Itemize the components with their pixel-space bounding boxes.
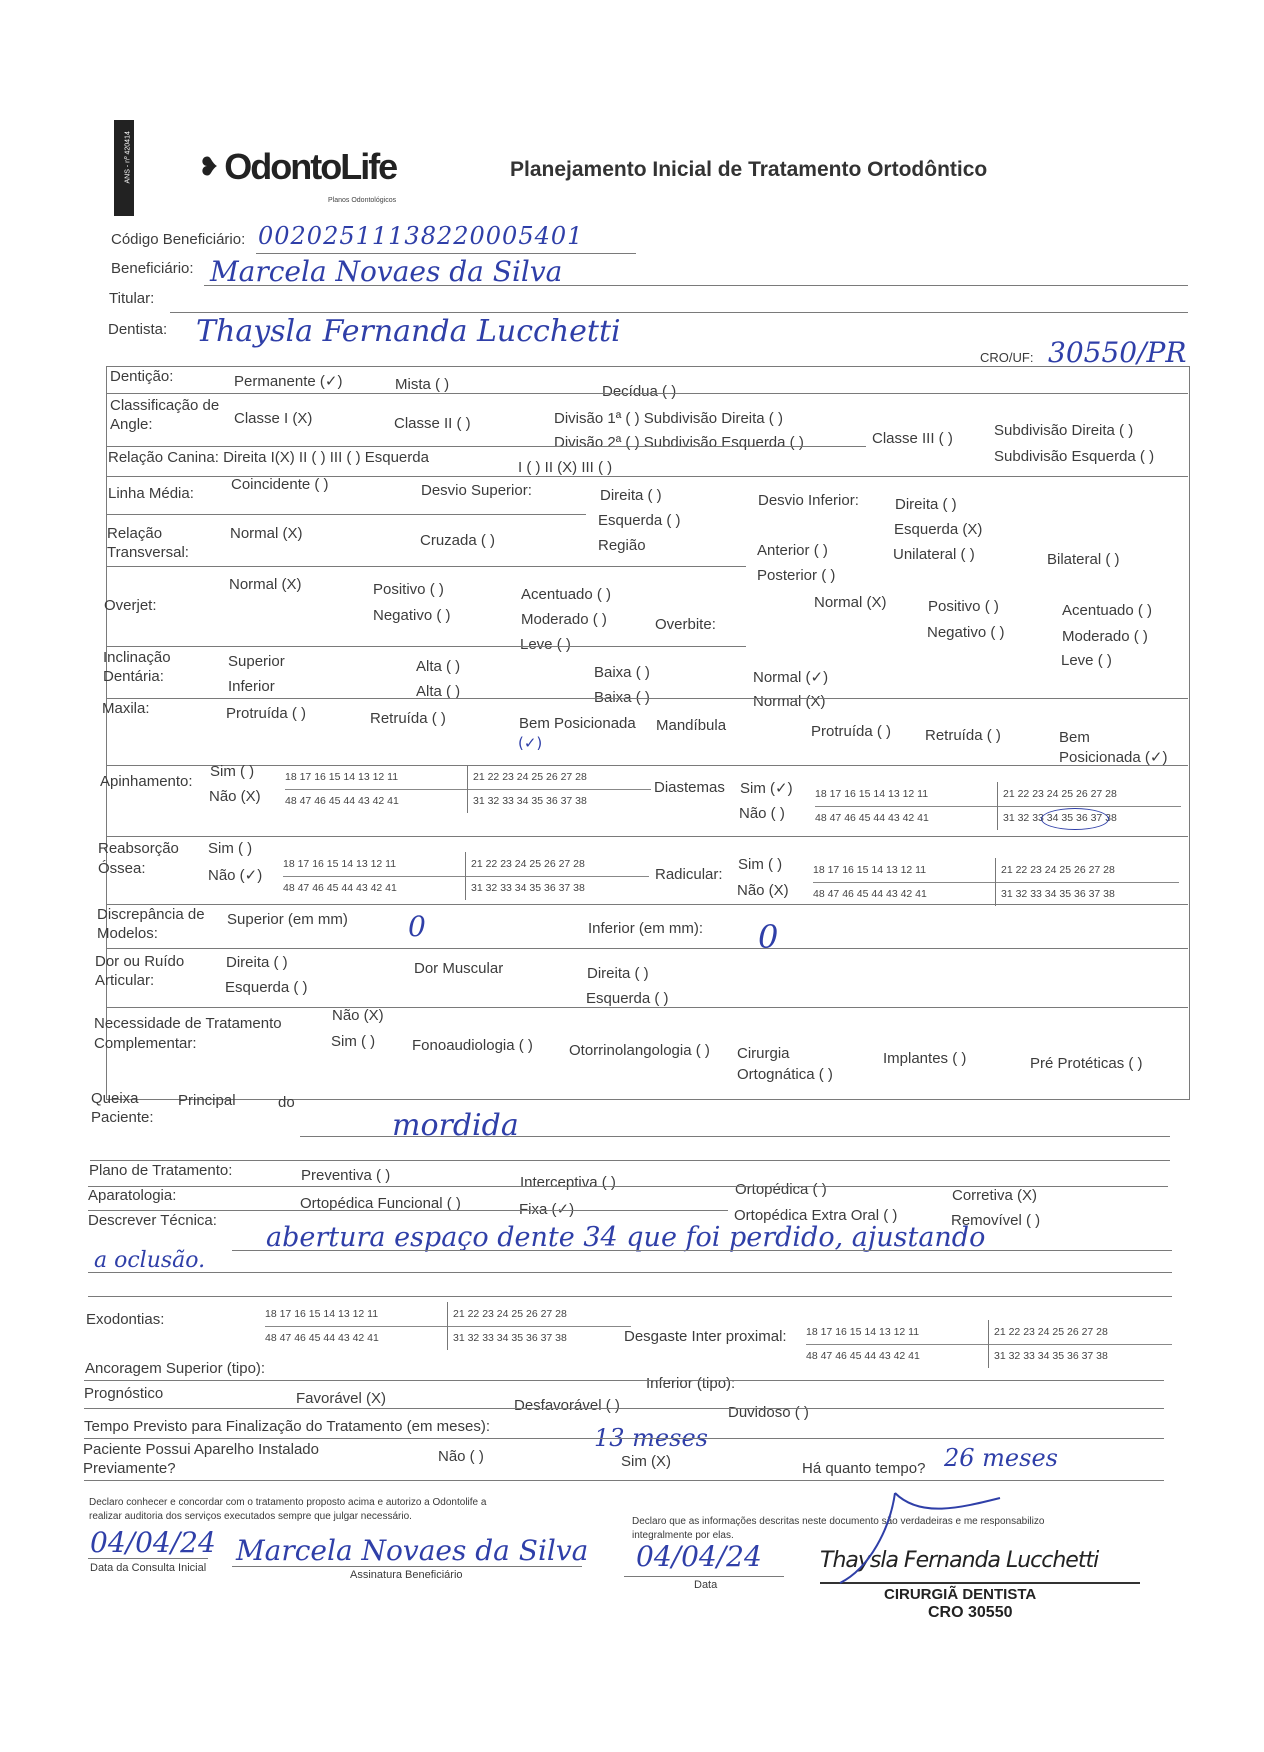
tempo-value: 13 meses [594,1424,708,1452]
dor-muscular-direita[interactable]: Direita ( ) [587,965,649,982]
overjet-acentuado[interactable]: Acentuado ( ) [521,586,612,603]
overbite-positivo[interactable]: Positivo ( ) [928,598,999,615]
teeth-lower-left: 31 32 33 34 35 36 37 38 [1003,812,1117,824]
prognostico-duvidoso[interactable]: Duvidoso ( ) [728,1404,809,1421]
maxila-bem-mark: (✓) [518,734,543,752]
dor-muscular-esquerda[interactable]: Esquerda ( ) [586,990,669,1007]
discrepancia-superior: Superior (em mm) [227,911,348,928]
dor-label-1: Dor ou Ruído [95,953,185,970]
discrepancia-superior-value: 0 [408,910,426,943]
diastemas-label: Diastemas [654,779,725,796]
angle-sub-esquerda[interactable]: Subdivisão Esquerda ( ) [994,448,1155,465]
teeth-upper-left: 21 22 23 24 25 26 27 28 [453,1308,567,1320]
teeth-lower-right: 48 47 46 45 44 43 42 41 [283,882,397,894]
maxila-protruida[interactable]: Protruída ( ) [226,705,307,722]
teeth-upper-right: 18 17 16 15 14 13 12 11 [285,771,399,783]
apinhamento-teeth-chart [285,765,651,813]
ancoragem-inferior: Inferior (tipo): [646,1375,736,1392]
angle-classe2[interactable]: Classe II ( ) [394,415,471,432]
complementar-cirurgia-2[interactable]: Ortognática ( ) [737,1066,833,1083]
denticao-label: Dentição: [110,368,174,385]
angle-divisao1[interactable]: Divisão 1ª ( ) Subdivisão Direita ( ) [554,410,783,427]
teeth-upper-right: 18 17 16 15 14 13 12 11 [283,858,397,870]
overjet-negativo[interactable]: Negativo ( ) [373,607,451,624]
odontolife-logo [198,146,396,188]
teeth-lower-left: 31 32 33 34 35 36 37 38 [471,882,585,894]
aparelho-nao[interactable]: Não ( ) [438,1448,484,1465]
mandibula-bem-1[interactable]: Bem [1059,729,1090,746]
teeth-lower-left: 31 32 33 34 35 36 37 38 [994,1350,1108,1362]
plano-corretiva[interactable]: Corretiva (X) [952,1187,1038,1204]
reabsorcao-label-2: Óssea: [98,860,146,877]
teeth-upper-right: 18 17 16 15 14 13 12 11 [813,864,927,876]
aparatologia-fixa[interactable]: Fixa (✓) [519,1201,575,1218]
overbite-normal[interactable]: Normal (X) [814,594,887,611]
tecnica-value: abertura espaço dente 34 que foi perdido, ajustando [266,1222,986,1253]
angle-label-2: Angle: [110,416,153,433]
logo-text: OdontoLife [224,146,397,187]
stamp-name: Thaysla Fernanda Lucchetti [820,1548,1099,1573]
complementar-sim[interactable]: Sim ( ) [331,1033,376,1050]
desvio-sup-direita[interactable]: Direita ( ) [600,487,662,504]
teeth-lower-right: 48 47 46 45 44 43 42 41 [806,1350,920,1362]
angle-sub-direita[interactable]: Subdivisão Direita ( ) [994,422,1134,439]
overjet-moderado[interactable]: Moderado ( ) [521,611,607,628]
desvio-superior-label: Desvio Superior: [421,482,532,499]
inclinacao-alta-sup[interactable]: Alta ( ) [416,658,461,675]
reabsorcao-sim[interactable]: Sim ( ) [208,840,253,857]
dor-esquerda[interactable]: Esquerda ( ) [225,979,308,996]
teeth-lower-right: 48 47 46 45 44 43 42 41 [815,812,929,824]
cro-value: 30550/PR [1048,336,1187,369]
data-consulta-label: Data da Consulta Inicial [90,1562,207,1574]
teeth-lower-left: 31 32 33 34 35 36 37 38 [1001,888,1115,900]
teeth-lower-right: 48 47 46 45 44 43 42 41 [265,1332,379,1344]
discrepancia-inferior-value: 0 [758,918,779,956]
teeth-lower-right: 48 47 46 45 44 43 42 41 [813,888,927,900]
inclinacao-label-2: Dentária: [103,668,164,685]
denticao-decidua[interactable]: Decídua ( ) [602,383,677,400]
angle-divisao2[interactable]: Divisão 2ª ( ) Subdivisão Esquerda ( ) [554,434,804,451]
plano-ortopedica[interactable]: Ortopédica ( ) [735,1181,827,1198]
diastemas-nao[interactable]: Não ( ) [739,805,785,822]
radicular-label: Radicular: [655,866,723,883]
diastemas-sim[interactable]: Sim (✓) [740,780,793,797]
aparatologia-removivel[interactable]: Removível ( ) [951,1212,1041,1229]
assinatura-beneficiario-label: Assinatura Beneficiário [350,1569,463,1581]
mandibula-label: Mandíbula [656,717,727,734]
logo-subtitle: Planos Odontológicos [328,197,397,204]
mandibula-retruida[interactable]: Retruída ( ) [925,727,1001,744]
linha-media-label: Linha Média: [108,485,194,502]
data-dentista-label: Data [694,1579,718,1591]
aparatologia-label: Aparatologia: [88,1187,177,1204]
overbite-negativo[interactable]: Negativo ( ) [927,624,1005,641]
aparelho-sim[interactable]: Sim (X) [621,1453,671,1470]
transversal-bilateral[interactable]: Bilateral ( ) [1047,551,1120,568]
desvio-inferior-label: Desvio Inferior: [758,492,859,509]
teeth-lower-left: 31 32 33 34 35 36 37 38 [453,1332,567,1344]
transversal-label-2: Transversal: [107,544,189,561]
transversal-normal[interactable]: Normal (X) [230,525,303,542]
complementar-otorrino[interactable]: Otorrinolangologia ( ) [569,1042,710,1059]
apinhamento-label: Apinhamento: [100,773,193,790]
relacao-canina[interactable]: Relação Canina: Direita I(X) II ( ) III ( ) Esquerda [108,449,429,466]
tecnica-value-2: a oclusão. [94,1248,206,1273]
teeth-upper-left: 21 22 23 24 25 26 27 28 [1003,788,1117,800]
desgaste-teeth-chart [806,1320,1172,1368]
denticao-mista[interactable]: Mista ( ) [395,376,450,393]
aparatologia-funcional[interactable]: Ortopédica Funcional ( ) [300,1195,461,1212]
side-registration-label: ANS - nº 420414 [124,131,132,184]
dentista-label: Dentista: [108,321,168,338]
tempo-label: Tempo Previsto para Finalização do Tratamento (em meses): [84,1418,491,1435]
plano-interceptiva[interactable]: Interceptiva ( ) [520,1174,616,1191]
cro-label: CRO/UF: [980,350,1034,365]
complementar-fono[interactable]: Fonoaudiologia ( ) [412,1037,533,1054]
prognostico-label: Prognóstico [84,1385,164,1402]
declaracao-dentista-2: integralmente por elas. [632,1530,734,1541]
queixa-w3: do [278,1094,295,1111]
overbite-moderado[interactable]: Moderado ( ) [1062,628,1148,645]
teeth-lower-right: 48 47 46 45 44 43 42 41 [285,795,399,807]
assinatura-beneficiario-value: Marcela Novaes da Silva [236,1534,589,1567]
complementar-nao[interactable]: Não (X) [332,1007,384,1024]
inclinacao-baixa-inf[interactable]: Baixa ( ) [594,689,650,706]
beneficiario-label: Beneficiário: [111,260,194,277]
queixa-w2: Principal [178,1092,236,1109]
radicular-sim[interactable]: Sim ( ) [738,856,783,873]
inclinacao-superior: Superior [228,653,285,670]
transversal-unilateral[interactable]: Unilateral ( ) [893,546,975,563]
complementar-protese[interactable]: Pré Protéticas ( ) [1030,1055,1143,1072]
inclinacao-label-1: Inclinação [103,649,171,666]
angle-classe1[interactable]: Classe I (X) [234,410,313,427]
titular-label: Titular: [109,290,155,307]
desvio-inf-direita[interactable]: Direita ( ) [895,496,957,513]
reabsorcao-label-1: Reabsorção [98,840,179,857]
beneficiario-value: Marcela Novaes da Silva [210,255,563,288]
queixa-w1: Queixa [91,1090,139,1107]
overjet-label: Overjet: [104,597,157,614]
aparelho-label-2: Previamente? [83,1460,176,1477]
stamp-role: CIRURGIÃ DENTISTA [884,1586,1037,1603]
codigo-label: Código Beneficiário: [111,231,246,248]
teeth-upper-left: 21 22 23 24 25 26 27 28 [473,771,587,783]
complementar-label-1: Necessidade de Tratamento [94,1015,282,1032]
overbite-leve[interactable]: Leve ( ) [1061,652,1112,669]
data-consulta-value: 04/04/24 [90,1526,216,1559]
aparelho-quanto-value: 26 meses [944,1444,1058,1472]
overbite-label: Overbite: [655,616,716,633]
dor-muscular-label: Dor Muscular [414,960,504,977]
aparelho-quanto-label: Há quanto tempo? [802,1460,926,1477]
mandibula-bem-2[interactable]: Posicionada (✓) [1059,749,1168,766]
radicular-nao[interactable]: Não (X) [737,882,789,899]
declaracao-dentista: Declaro que as informações descritas neste documento são verdadeiras e me responsabilizo [632,1516,1045,1527]
queixa-w4: Paciente: [91,1109,154,1126]
desgaste-label: Desgaste Inter proximal: [624,1328,787,1345]
angle-classe3[interactable]: Classe III ( ) [872,430,953,447]
radicular-teeth-chart [813,858,1179,906]
tecnica-label: Descrever Técnica: [88,1212,217,1229]
circled-teeth-33-35 [1041,808,1109,830]
teeth-upper-left: 21 22 23 24 25 26 27 28 [1001,864,1115,876]
denticao-permanente[interactable]: Permanente (✓) [234,373,343,390]
maxila-bem-posicionada[interactable]: Bem Posicionada [519,715,636,732]
transversal-cruzada[interactable]: Cruzada ( ) [420,532,496,549]
transversal-anterior[interactable]: Anterior ( ) [757,542,828,559]
linha-media-coincidente[interactable]: Coincidente ( ) [231,476,329,493]
maxila-retruida[interactable]: Retruída ( ) [370,710,446,727]
dentista-value: Thaysla Fernanda Lucchetti [196,314,621,349]
stamp-cro: CRO 30550 [928,1604,1013,1621]
apinhamento-nao[interactable]: Não (X) [209,788,261,805]
prognostico-desfavoravel[interactable]: Desfavorável ( ) [514,1397,620,1414]
discrepancia-label-1: Discrepância de [97,906,205,923]
tooth-logo-icon: ❥ [198,151,220,182]
teeth-lower-left: 31 32 33 34 35 36 37 38 [473,795,587,807]
teeth-upper-left: 21 22 23 24 25 26 27 28 [994,1326,1108,1338]
relacao-canina-esquerda[interactable]: I ( ) II (X) III ( ) [518,459,613,476]
complementar-label-2: Complementar: [94,1035,197,1052]
codigo-value: 00202511138220005401 [258,222,584,250]
angle-label-1: Classificação de [110,397,220,414]
discrepancia-label-2: Modelos: [97,925,158,942]
teeth-upper-right: 18 17 16 15 14 13 12 11 [815,788,929,800]
inclinacao-normal-sup[interactable]: Normal (✓) [753,669,829,686]
discrepancia-inferior: Inferior (em mm): [588,920,704,937]
dentista-signature-scribble [800,1488,1160,1588]
transversal-posterior[interactable]: Posterior ( ) [757,567,836,584]
inclinacao-baixa-sup[interactable]: Baixa ( ) [594,664,650,681]
declaracao-beneficiario-2: realizar auditoria dos serviços executados sempre que julgar necessário. [89,1511,412,1522]
dor-label-2: Articular: [95,972,155,989]
teeth-upper-left: 21 22 23 24 25 26 27 28 [471,858,585,870]
plano-label: Plano de Tratamento: [89,1162,233,1179]
reabsorcao-nao[interactable]: Não (✓) [208,867,263,884]
complementar-implantes[interactable]: Implantes ( ) [883,1050,967,1067]
exodontias-teeth-chart [265,1302,631,1350]
desvio-sup-esquerda[interactable]: Esquerda ( ) [598,512,681,529]
complementar-cirurgia-1[interactable]: Cirurgia [737,1045,790,1062]
mandibula-protruida[interactable]: Protruída ( ) [811,723,892,740]
inclinacao-alta-inf[interactable]: Alta ( ) [416,683,461,700]
overjet-normal[interactable]: Normal (X) [229,576,302,593]
inclinacao-normal-inf[interactable]: Normal (X) [753,693,826,710]
overjet-positivo[interactable]: Positivo ( ) [373,581,444,598]
overbite-acentuado[interactable]: Acentuado ( ) [1062,602,1153,619]
inclinacao-inferior: Inferior [228,678,275,695]
teeth-upper-right: 18 17 16 15 14 13 12 11 [806,1326,920,1338]
dor-direita[interactable]: Direita ( ) [226,954,288,971]
queixa-value: mordida [392,1108,519,1143]
prognostico-favoravel[interactable]: Favorável (X) [296,1390,387,1407]
exodontias-label: Exodontias: [86,1311,165,1328]
teeth-upper-right: 18 17 16 15 14 13 12 11 [265,1308,379,1320]
desvio-inf-esquerda[interactable]: Esquerda (X) [894,521,983,538]
transversal-label-1: Relação [107,525,163,542]
aparelho-label-1: Paciente Possui Aparelho Instalado [83,1441,319,1458]
overjet-leve[interactable]: Leve ( ) [520,636,571,653]
aparatologia-extra-oral[interactable]: Ortopédica Extra Oral ( ) [734,1207,898,1224]
plano-preventiva[interactable]: Preventiva ( ) [301,1167,391,1184]
page-title: Planejamento Inicial de Tratamento Ortodôntico [510,158,988,181]
declaracao-beneficiario: Declaro conhecer e concordar com o tratamento proposto acima e autorizo a Odontolife a [89,1497,487,1508]
transversal-regiao: Região [598,537,646,554]
ancoragem-superior: Ancoragem Superior (tipo): [85,1360,266,1377]
maxila-label: Maxila: [102,700,150,717]
reabsorcao-teeth-chart [283,852,649,900]
diastemas-teeth-chart [815,782,1181,830]
data-dentista-value: 04/04/24 [636,1540,762,1573]
apinhamento-sim[interactable]: Sim ( ) [210,763,255,780]
